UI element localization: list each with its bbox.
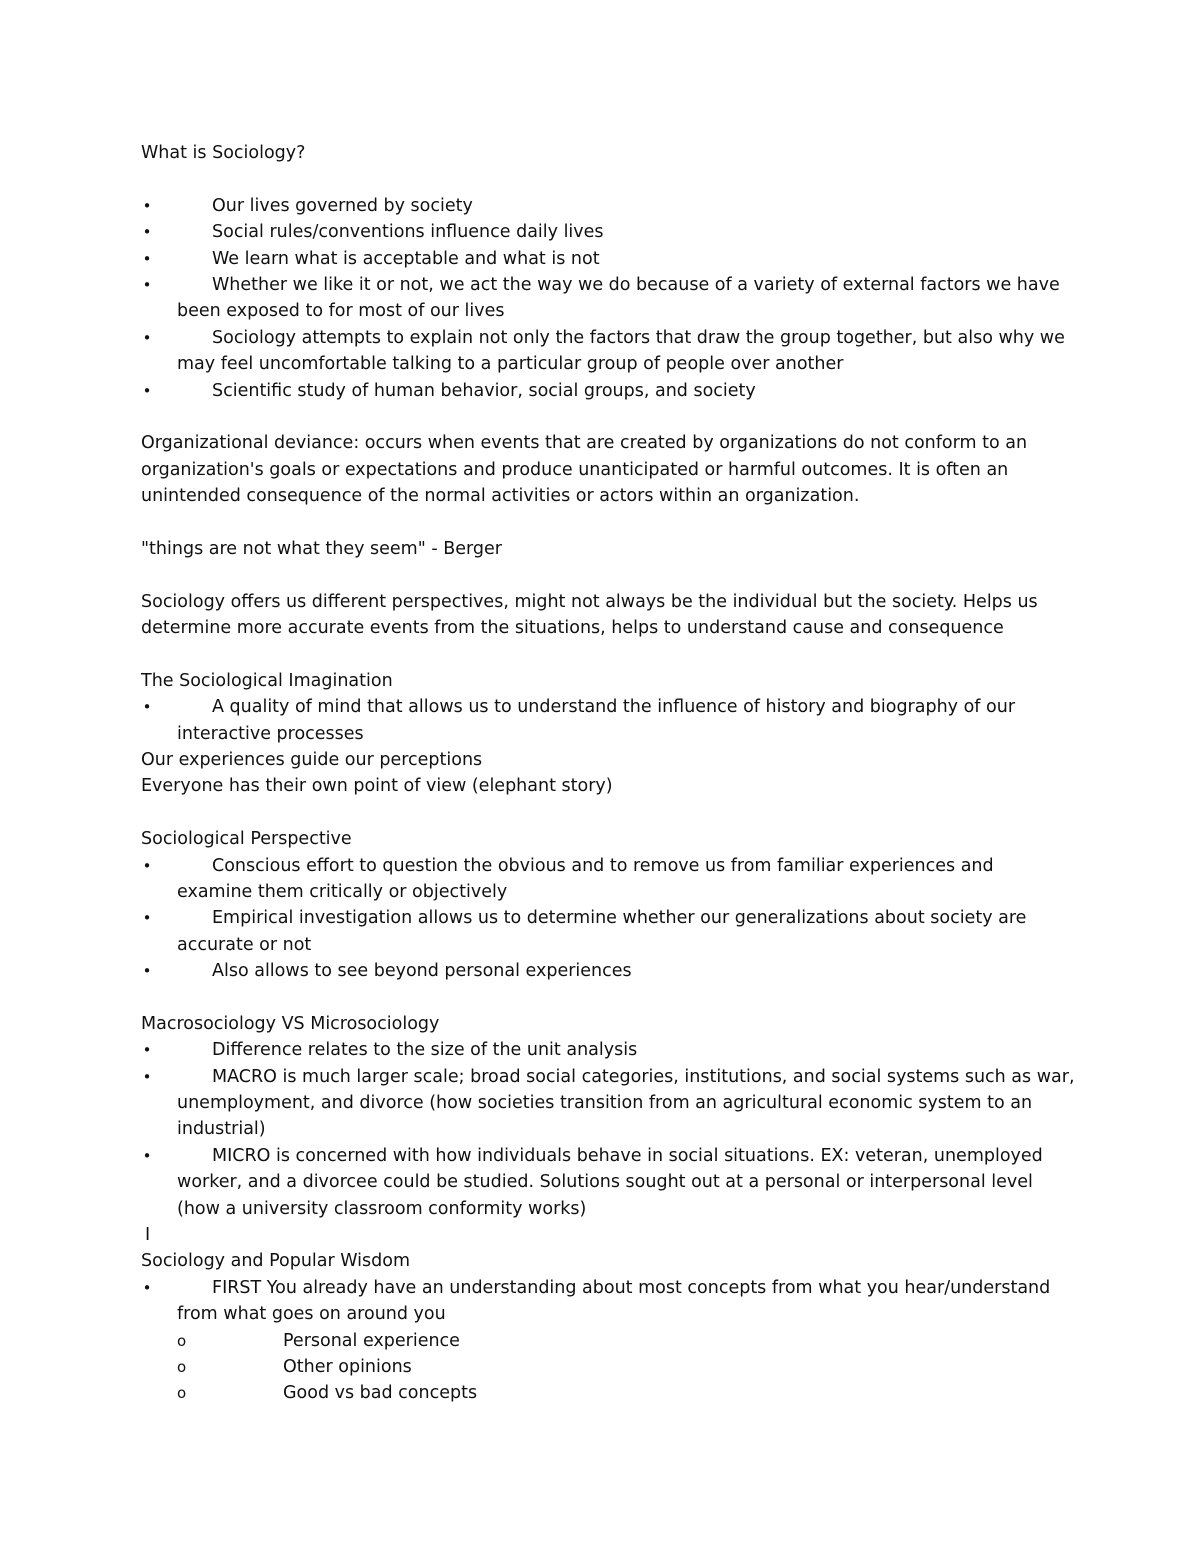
bullet-icon: • (142, 275, 152, 294)
list-item: • Our lives governed by society (141, 193, 1066, 219)
list-item: • MICRO is concerned with how individuals behave in social situations. EX: veteran, unemployed (141, 1143, 1066, 1169)
bullet-icon: • (142, 249, 152, 268)
paragraph-line: Sociology offers us different perspectives, might not always be the individual but the society. Helps us (141, 591, 1038, 612)
text-cursor-mark: I (145, 1225, 151, 1246)
bullet-icon: • (142, 909, 152, 928)
bullet-icon: • (142, 1146, 152, 1165)
paragraph-line: determine more accurate events from the situations, helps to understand cause and consequence (141, 618, 1004, 639)
quote: "things are not what they seem" - Berger (141, 538, 502, 559)
section-title: What is Sociology? (141, 143, 306, 163)
sub-list-item: o Good vs bad concepts (141, 1380, 1066, 1406)
list-item-continuation: interactive processes (177, 723, 364, 744)
bullet-icon: • (142, 962, 152, 981)
list-item: • Scientific study of human behavior, social groups, and society (141, 378, 1066, 404)
bullet-icon: • (142, 856, 152, 875)
circle-bullet-icon: o (177, 1331, 187, 1350)
circle-bullet-icon: o (177, 1357, 187, 1376)
list-item: • Sociology attempts to explain not only the factors that draw the group together, but also why we (141, 325, 1066, 351)
list-item: • We learn what is acceptable and what is not (141, 246, 1066, 272)
paragraph-line: Organizational deviance: occurs when events that are created by organizations do not conform to an (141, 433, 1028, 454)
list-item-continuation: from what goes on around you (177, 1304, 446, 1325)
bullet-icon: • (142, 1041, 152, 1060)
list-item-continuation: industrial) (177, 1119, 266, 1140)
list-item-continuation: worker, and a divorcee could be studied. Solutions sought out at a personal or interpersonal level (177, 1172, 1033, 1193)
list-item: • Social rules/conventions influence daily lives (141, 219, 1066, 245)
paragraph-line: Our experiences guide our perceptions (141, 749, 483, 770)
paragraph-line: Everyone has their own point of view (elephant story) (141, 776, 613, 797)
sub-list-item: o Other opinions (141, 1354, 1066, 1380)
bullet-icon: • (142, 1067, 152, 1086)
list-item-continuation: (how a university classroom conformity works) (177, 1198, 587, 1219)
list-item: • Difference relates to the size of the unit analysis (141, 1037, 1066, 1063)
bullet-icon: • (142, 328, 152, 347)
section-heading: The Sociological Imagination (141, 670, 393, 691)
list-item-continuation: may feel uncomfortable talking to a particular group of people over another (177, 354, 844, 375)
list-item: • A quality of mind that allows us to understand the influence of history and biography of our (141, 694, 1066, 720)
bullet-icon: • (142, 196, 152, 215)
list-item-continuation: been exposed to for most of our lives (177, 301, 505, 322)
bullet-icon: • (142, 1278, 152, 1297)
bullet-icon: • (142, 381, 152, 400)
list-item: • MACRO is much larger scale; broad social categories, institutions, and social systems such as war, (141, 1064, 1066, 1090)
bullet-icon: • (142, 223, 152, 242)
list-item-continuation: accurate or not (177, 934, 312, 955)
list-item: • Empirical investigation allows us to determine whether our generalizations about society are (141, 905, 1066, 931)
bullet-icon: • (142, 698, 152, 717)
section-heading: Sociology and Popular Wisdom (141, 1251, 411, 1272)
list-item: • Conscious effort to question the obvious and to remove us from familiar experiences and (141, 853, 1066, 879)
section-heading: Macrosociology VS Microsociology (141, 1013, 440, 1034)
list-item-continuation: unemployment, and divorce (how societies transition from an agricultural economic system to an (177, 1093, 1033, 1114)
paragraph-line: organization's goals or expectations and produce unanticipated or harmful outcomes. It is often an (141, 459, 1009, 480)
circle-bullet-icon: o (177, 1384, 187, 1403)
section-heading: Sociological Perspective (141, 829, 352, 850)
list-item: • Also allows to see beyond personal experiences (141, 958, 1066, 984)
list-item: • FIRST You already have an understanding about most concepts from what you hear/understand (141, 1275, 1066, 1301)
list-item-continuation: examine them critically or objectively (177, 881, 508, 902)
paragraph-line: unintended consequence of the normal activities or actors within an organization. (141, 486, 860, 507)
sub-list-item: o Personal experience (141, 1328, 1066, 1354)
list-item: • Whether we like it or not, we act the way we do because of a variety of external factors we have (141, 272, 1066, 298)
document-page (141, 140, 1075, 1407)
